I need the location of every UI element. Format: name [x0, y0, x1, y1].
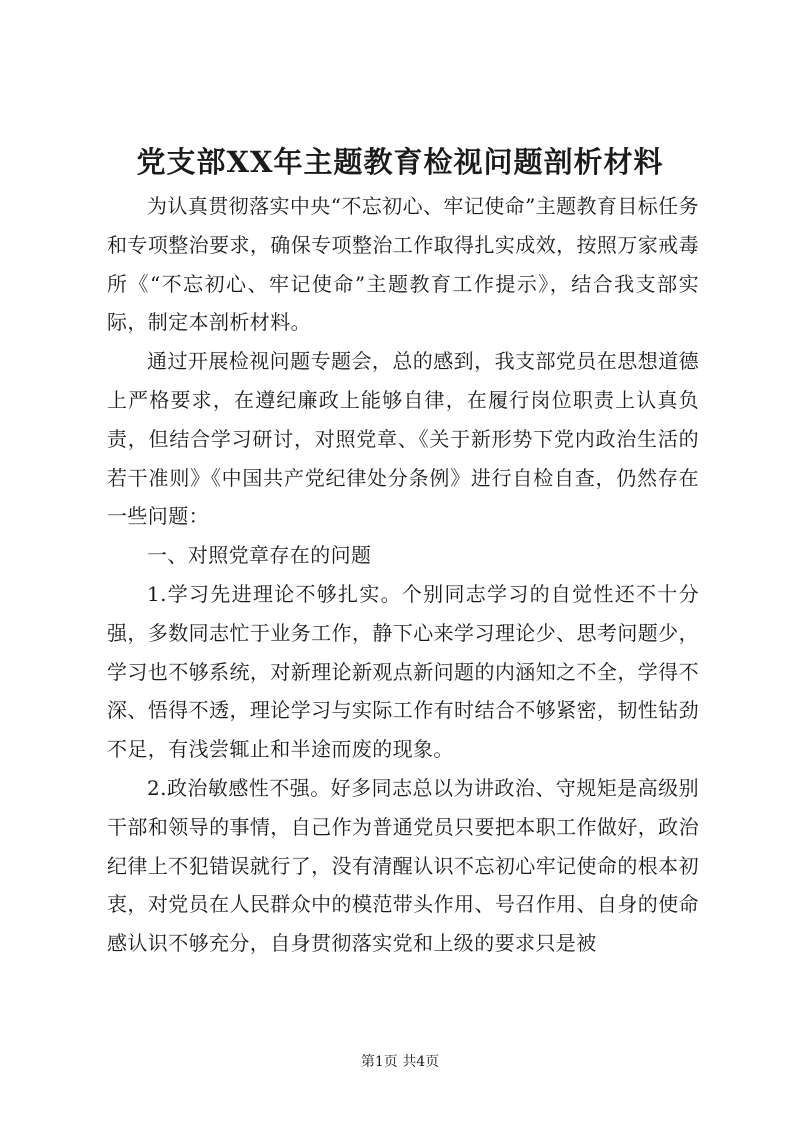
page-footer: 第1页 共4页: [360, 1054, 440, 1070]
paragraph-overview: 通过开展检视问题专题会，总的感到，我支部党员在思想道德上严格要求，在遵纪廉政上能够自律，在履行岗位职责上认真负责，但结合学习研讨，对照党章、《关于新形势下党内政治生活的若干准则》《中国共产党纪律处分条例》进行自检自查，仍然存在一些问题：: [107, 349, 699, 529]
section-heading: 一、对照党章存在的问题: [147, 543, 372, 568]
paragraph-intro: 为认真贯彻落实中央“不忘初心、牢记使命”主题教育目标任务和专项整治要求，确保专项整治工作取得扎实成效，按照万家戒毒所《“不忘初心、牢记使命”主题教育工作提示》，结合我支部实际，制定本剖析材料。: [107, 194, 699, 335]
document-title: 党支部XX年主题教育检视问题剖析材料: [136, 145, 664, 179]
paragraph-item-1: 1.学习先进理论不够扎实。个别同志学习的自觉性还不十分强，多数同志忙于业务工作，静下心来学习理论少、思考问题少，学习也不够系统，对新理论新观点新问题的内涵知之不全，学得不深、悟得不透，理论学习与实际工作有时结合不够紧密，韧性钻劲不足，有浅尝辄止和半途而废的现象。: [107, 581, 699, 762]
document-body: [107, 187, 699, 963]
paragraph-item-2: 2.政治敏感性不强。好多同志总以为讲政治、守规矩是高级别干部和领导的事情，自己作为普通党员只要把本职工作做好，政治纪律上不犯错误就行了，没有清醒认识不忘初心牢记使命的根本初衷，对党员在人民群众中的模范带头作用、号召作用、自身的使命感认识不够充分，自身贯彻落实党和上级的要求只是被: [107, 775, 699, 956]
